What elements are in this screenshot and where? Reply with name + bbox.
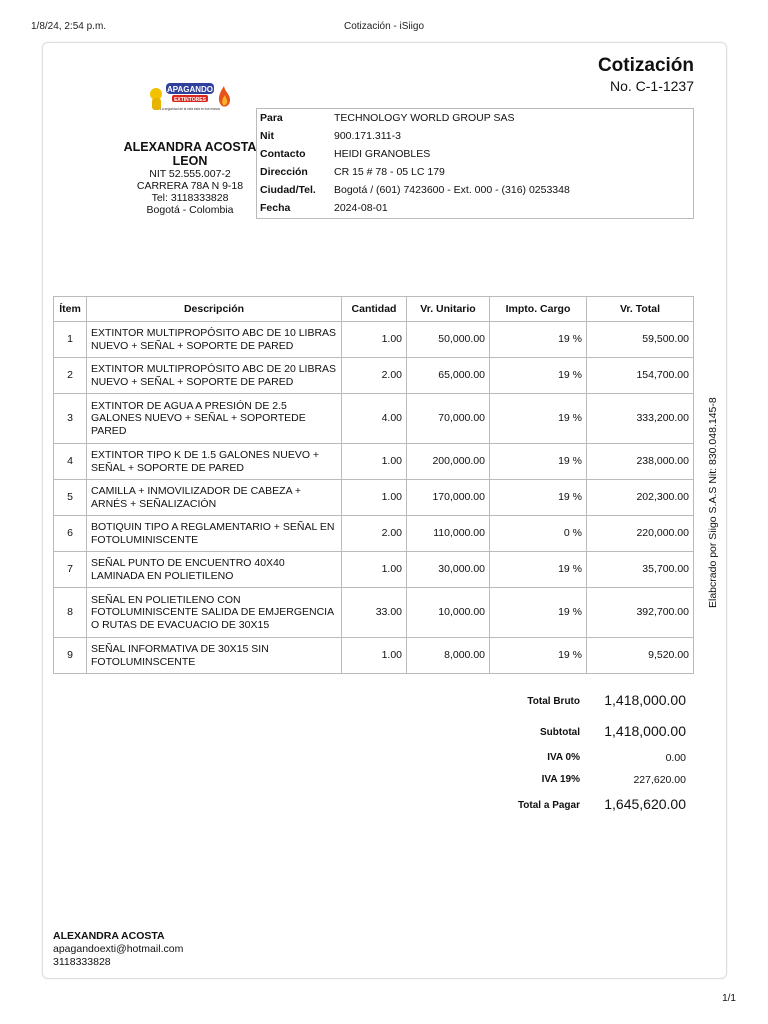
cell-tax: 19 % — [490, 480, 587, 516]
cell-total: 220,000.00 — [587, 516, 694, 552]
cell-unit-price: 110,000.00 — [407, 516, 490, 552]
subtotal-value: 1,418,000.00 — [604, 723, 686, 739]
cell-quantity: 1.00 — [342, 552, 407, 588]
cell-description: EXTINTOR MULTIPROPÓSITO ABC DE 20 LIBRAS NUEVO + SEÑAL + SOPORTE DE PARED — [87, 358, 342, 394]
cell-item: 5 — [54, 480, 87, 516]
client-value: CR 15 # 78 - 05 LC 179 — [334, 166, 445, 178]
cell-unit-price: 8,000.00 — [407, 638, 490, 674]
cell-quantity: 2.00 — [342, 516, 407, 552]
cell-item: 2 — [54, 358, 87, 394]
iva19-value: 227,620.00 — [633, 774, 686, 786]
cell-total: 333,200.00 — [587, 394, 694, 444]
iva0-label: IVA 0% — [547, 752, 580, 763]
logo-sub-text: EXTINTORES — [174, 97, 206, 103]
client-row-ciudad — [260, 184, 690, 202]
cell-quantity: 33.00 — [342, 588, 407, 638]
client-row-nit — [260, 130, 690, 148]
cell-item: 4 — [54, 444, 87, 480]
client-label: Dirección — [260, 166, 308, 178]
company-info — [118, 140, 262, 216]
table-row — [54, 552, 694, 588]
cell-unit-price: 30,000.00 — [407, 552, 490, 588]
cell-tax: 19 % — [490, 322, 587, 358]
cell-unit-price: 70,000.00 — [407, 394, 490, 444]
company-name: ALEXANDRA ACOSTA LEON — [123, 140, 257, 168]
client-value: 900.171.311-3 — [334, 130, 401, 142]
logo-brand-text: APAGANDO — [166, 85, 214, 94]
footer-name: ALEXANDRA ACOSTA — [53, 930, 165, 942]
cell-quantity: 4.00 — [342, 394, 407, 444]
client-label: Fecha — [260, 202, 291, 214]
client-row-fecha — [260, 202, 690, 220]
cell-unit-price: 200,000.00 — [407, 444, 490, 480]
total-bruto-label: Total Bruto — [527, 696, 580, 707]
cell-quantity: 2.00 — [342, 358, 407, 394]
cell-total: 35,700.00 — [587, 552, 694, 588]
cell-quantity: 1.00 — [342, 444, 407, 480]
client-value: Bogotá / (601) 7423600 - Ext. 000 - (316) 0253348 — [334, 184, 570, 196]
cell-tax: 19 % — [490, 638, 587, 674]
client-row-para — [260, 112, 690, 130]
footer-contact — [53, 930, 183, 969]
table-row — [54, 394, 694, 444]
client-info-box — [256, 108, 694, 219]
cell-unit-price: 65,000.00 — [407, 358, 490, 394]
cell-description: BOTIQUIN TIPO A REGLAMENTARIO + SEÑAL EN FOTOLUMINISCENTE — [87, 516, 342, 552]
items-header-row — [54, 297, 694, 322]
cell-tax: 19 % — [490, 444, 587, 480]
iva0-value: 0.00 — [665, 752, 686, 764]
company-logo — [146, 80, 236, 118]
header-unit-price: Vr. Unitario — [407, 297, 490, 322]
table-row — [54, 444, 694, 480]
document-title-block — [598, 55, 694, 94]
cell-quantity: 1.00 — [342, 322, 407, 358]
footer-phone: 3118333828 — [53, 956, 111, 968]
print-datetime: 1/8/24, 2:54 p.m. — [31, 21, 107, 32]
logo-tagline: La seguridad de la vida está en tus manos — [160, 107, 220, 111]
header-quantity: Cantidad — [342, 297, 407, 322]
total-pagar-value: 1,645,620.00 — [604, 796, 686, 812]
client-value: HEIDI GRANOBLES — [334, 148, 431, 160]
cell-unit-price: 50,000.00 — [407, 322, 490, 358]
header-item: Ítem — [54, 297, 87, 322]
cell-description: CAMILLA + INMOVILIZADOR DE CABEZA + ARNÉS + SEÑALIZACIÓN — [87, 480, 342, 516]
cell-item: 3 — [54, 394, 87, 444]
cell-description: SEÑAL INFORMATIVA DE 30X15 SIN FOTOLUMINSCENTE — [87, 638, 342, 674]
document-number: No. C-1-1237 — [609, 78, 694, 94]
table-row — [54, 516, 694, 552]
header-description: Descripción — [87, 297, 342, 322]
header-total: Vr. Total — [587, 297, 694, 322]
cell-tax: 19 % — [490, 552, 587, 588]
cell-quantity: 1.00 — [342, 480, 407, 516]
table-row — [54, 588, 694, 638]
cell-quantity: 1.00 — [342, 638, 407, 674]
cell-total: 59,500.00 — [587, 322, 694, 358]
cell-tax: 19 % — [490, 394, 587, 444]
table-row — [54, 322, 694, 358]
table-row — [54, 638, 694, 674]
cell-total: 9,520.00 — [587, 638, 694, 674]
client-label: Nit — [260, 130, 274, 142]
subtotal-label: Subtotal — [540, 727, 580, 738]
cell-item: 9 — [54, 638, 87, 674]
client-label: Para — [260, 112, 283, 124]
client-label: Contacto — [260, 148, 306, 160]
header-tax: Impto. Cargo — [490, 297, 587, 322]
cell-total: 392,700.00 — [587, 588, 694, 638]
table-row — [54, 358, 694, 394]
cell-description: EXTINTOR TIPO K DE 1.5 GALONES NUEVO + SEÑAL + SOPORTE DE PARED — [87, 444, 342, 480]
cell-tax: 19 % — [490, 358, 587, 394]
company-phone: Tel: 3118333828 — [151, 192, 229, 204]
footer-email: apagandoexti@hotmail.com — [53, 943, 184, 955]
total-pagar-label: Total a Pagar — [517, 800, 580, 811]
company-address: CARRERA 78A N 9-18 — [136, 180, 244, 192]
client-label: Ciudad/Tel. — [260, 184, 316, 196]
siigo-vertical-note: Elabcrado por Siigo S.A.S Nit: 830.048.145-8 — [707, 397, 719, 608]
print-title: Cotización - iSiigo — [343, 21, 425, 32]
cell-item: 1 — [54, 322, 87, 358]
cell-total: 154,700.00 — [587, 358, 694, 394]
cell-item: 7 — [54, 552, 87, 588]
print-header — [0, 0, 768, 40]
page-number: 1/1 — [722, 993, 736, 1004]
cell-description: EXTINTOR DE AGUA A PRESIÓN DE 2.5 GALONES NUEVO + SEÑAL + SOPORTEDE PARED — [87, 394, 342, 444]
company-nit: NIT 52.555.007-2 — [149, 168, 231, 180]
client-value: 2024-08-01 — [334, 202, 388, 214]
cell-tax: 0 % — [490, 516, 587, 552]
cell-item: 6 — [54, 516, 87, 552]
cell-unit-price: 10,000.00 — [407, 588, 490, 638]
cell-description: SEÑAL PUNTO DE ENCUENTRO 40X40 LAMINADA EN POLIETILENO — [87, 552, 342, 588]
company-city: Bogotá - Colombia — [146, 204, 234, 216]
cell-description: SEÑAL EN POLIETILENO CON FOTOLUMINISCENTE SALIDA DE EMJERGENCIA O RUTAS DE EVACUACIO DE 30X15 — [87, 588, 342, 638]
cell-total: 238,000.00 — [587, 444, 694, 480]
iva19-label: IVA 19% — [541, 774, 580, 785]
cell-unit-price: 170,000.00 — [407, 480, 490, 516]
client-row-contacto — [260, 148, 690, 166]
document-title: Cotización — [597, 55, 694, 76]
cell-description: EXTINTOR MULTIPROPÓSITO ABC DE 10 LIBRAS NUEVO + SEÑAL + SOPORTE DE PARED — [87, 322, 342, 358]
cell-item: 8 — [54, 588, 87, 638]
client-value: TECHNOLOGY WORLD GROUP SAS — [334, 112, 515, 124]
cell-tax: 19 % — [490, 588, 587, 638]
client-row-direccion — [260, 166, 690, 184]
table-row — [54, 480, 694, 516]
items-table — [53, 296, 694, 674]
cell-total: 202,300.00 — [587, 480, 694, 516]
total-bruto-value: 1,418,000.00 — [604, 692, 686, 708]
